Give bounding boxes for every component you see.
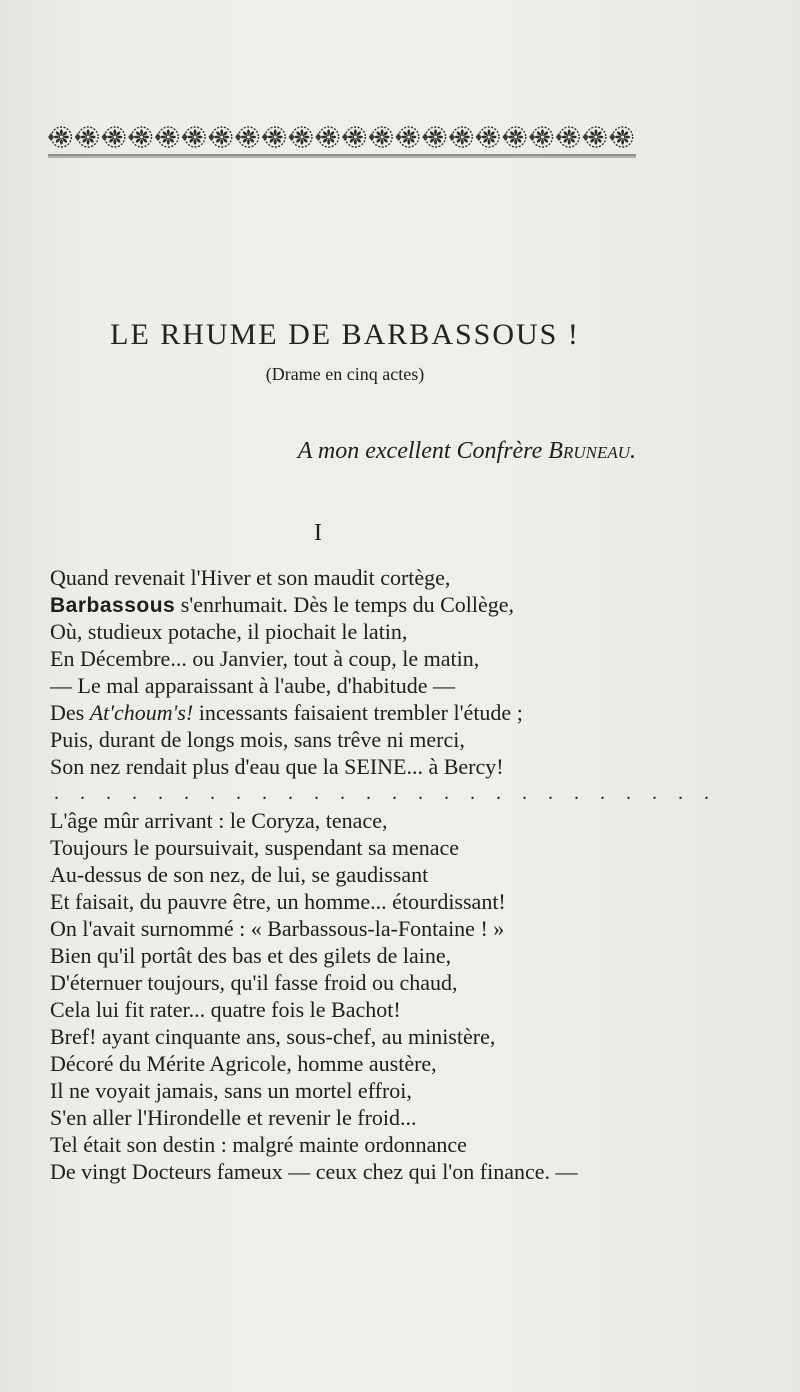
ornament-rosette	[449, 127, 472, 147]
page-subtitle: (Drame en cinq actes)	[265, 364, 425, 384]
dedication	[298, 438, 636, 465]
verse-line: D'éternuer toujours, qu'il fasse froid ou chaud,	[50, 970, 458, 995]
ornament-rosette	[502, 127, 525, 147]
verse-line: Et faisait, du pauvre être, un homme... étourdissant!	[50, 889, 506, 914]
ornament-rosette	[315, 127, 338, 147]
ornament-rosette	[289, 127, 312, 147]
verse-line: On l'avait surnommé : « Barbassous-la-Fontaine ! »	[50, 916, 505, 941]
verse-line: Quand revenait l'Hiver et son maudit cortège,	[50, 565, 451, 590]
verse-line: Décoré du Mérite Agricole, homme austère,	[50, 1051, 437, 1076]
verse-line: Il ne voyait jamais, sans un mortel effroi,	[50, 1078, 412, 1103]
verse-bold-name: Barbassous	[50, 594, 176, 617]
verse-line: Bien qu'il portât des bas et des gilets de laine,	[50, 943, 452, 968]
ornament-rosette	[476, 127, 499, 147]
ornament-rosette	[583, 127, 606, 147]
verse-line: De vingt Docteurs fameux — ceux chez qui l'on finance. —	[50, 1159, 578, 1184]
dedication-prefix: A mon excellent Confrère	[297, 438, 543, 464]
ornament-rosette	[208, 127, 231, 147]
ornament-rosette	[75, 127, 98, 147]
verse-line: L'âge mûr arrivant : le Coryza, tenace,	[50, 808, 388, 833]
verse-line: En Décembre... ou Janvier, tout à coup, le matin,	[50, 646, 480, 671]
ornament-rosette	[422, 127, 445, 147]
ornament-rosette	[609, 127, 632, 147]
ornament-rosette	[101, 127, 124, 147]
verse-line: Cela lui fit rater... quatre fois le Bachot!	[50, 997, 401, 1022]
ornament-rosette	[182, 127, 205, 147]
verse-line: — Le mal apparaissant à l'aube, d'habitude —	[50, 673, 456, 698]
ornament-rosette	[155, 127, 178, 147]
verse-line: Barbassous s'enrhumait. Dès le temps du Collège,	[50, 592, 515, 617]
ornament-rosette	[128, 127, 151, 147]
verse-line: Toujours le poursuivait, suspendant sa menace	[50, 835, 460, 860]
verse-line: S'en aller l'Hirondelle et revenir le froid...	[50, 1105, 417, 1130]
ornament-band	[48, 122, 636, 158]
page-title: LE RHUME DE BARBASSOUS !	[110, 318, 580, 351]
ornament-rosette	[342, 127, 365, 147]
ornament-rosette	[369, 127, 392, 147]
verse-line: Tel était son destin : malgré mainte ordonnance	[50, 1132, 467, 1157]
verse-line: Des At'choum's! incessants faisaient trembler l'étude ;	[50, 700, 523, 725]
section-number: I	[314, 520, 322, 546]
ornament-rosette	[48, 127, 71, 147]
ornament-rosette	[395, 127, 418, 147]
ornament-rosette	[556, 127, 579, 147]
ornament-rosette	[235, 127, 258, 147]
verse-line: Au-dessus de son nez, de lui, se gaudissant	[50, 862, 429, 887]
verse-italic: At'choum's!	[89, 700, 194, 725]
ornament-rosette	[529, 127, 552, 147]
verse-line: Son nez rendait plus d'eau que la SEINE... à Bercy!	[50, 754, 504, 779]
verse-line: Où, studieux potache, il piochait le latin,	[50, 619, 408, 644]
ornament-rosette	[262, 127, 285, 147]
separator-dots: . . . . . . . . . . . . . . . . . . . . . . . . . .	[54, 782, 717, 804]
dedication-name: Bruneau.	[548, 438, 636, 464]
verse-line: Puis, durant de longs mois, sans trêve ni merci,	[50, 727, 465, 752]
verse-line: Bref! ayant cinquante ans, sous-chef, au ministère,	[50, 1024, 496, 1049]
poem-body	[50, 564, 717, 1185]
